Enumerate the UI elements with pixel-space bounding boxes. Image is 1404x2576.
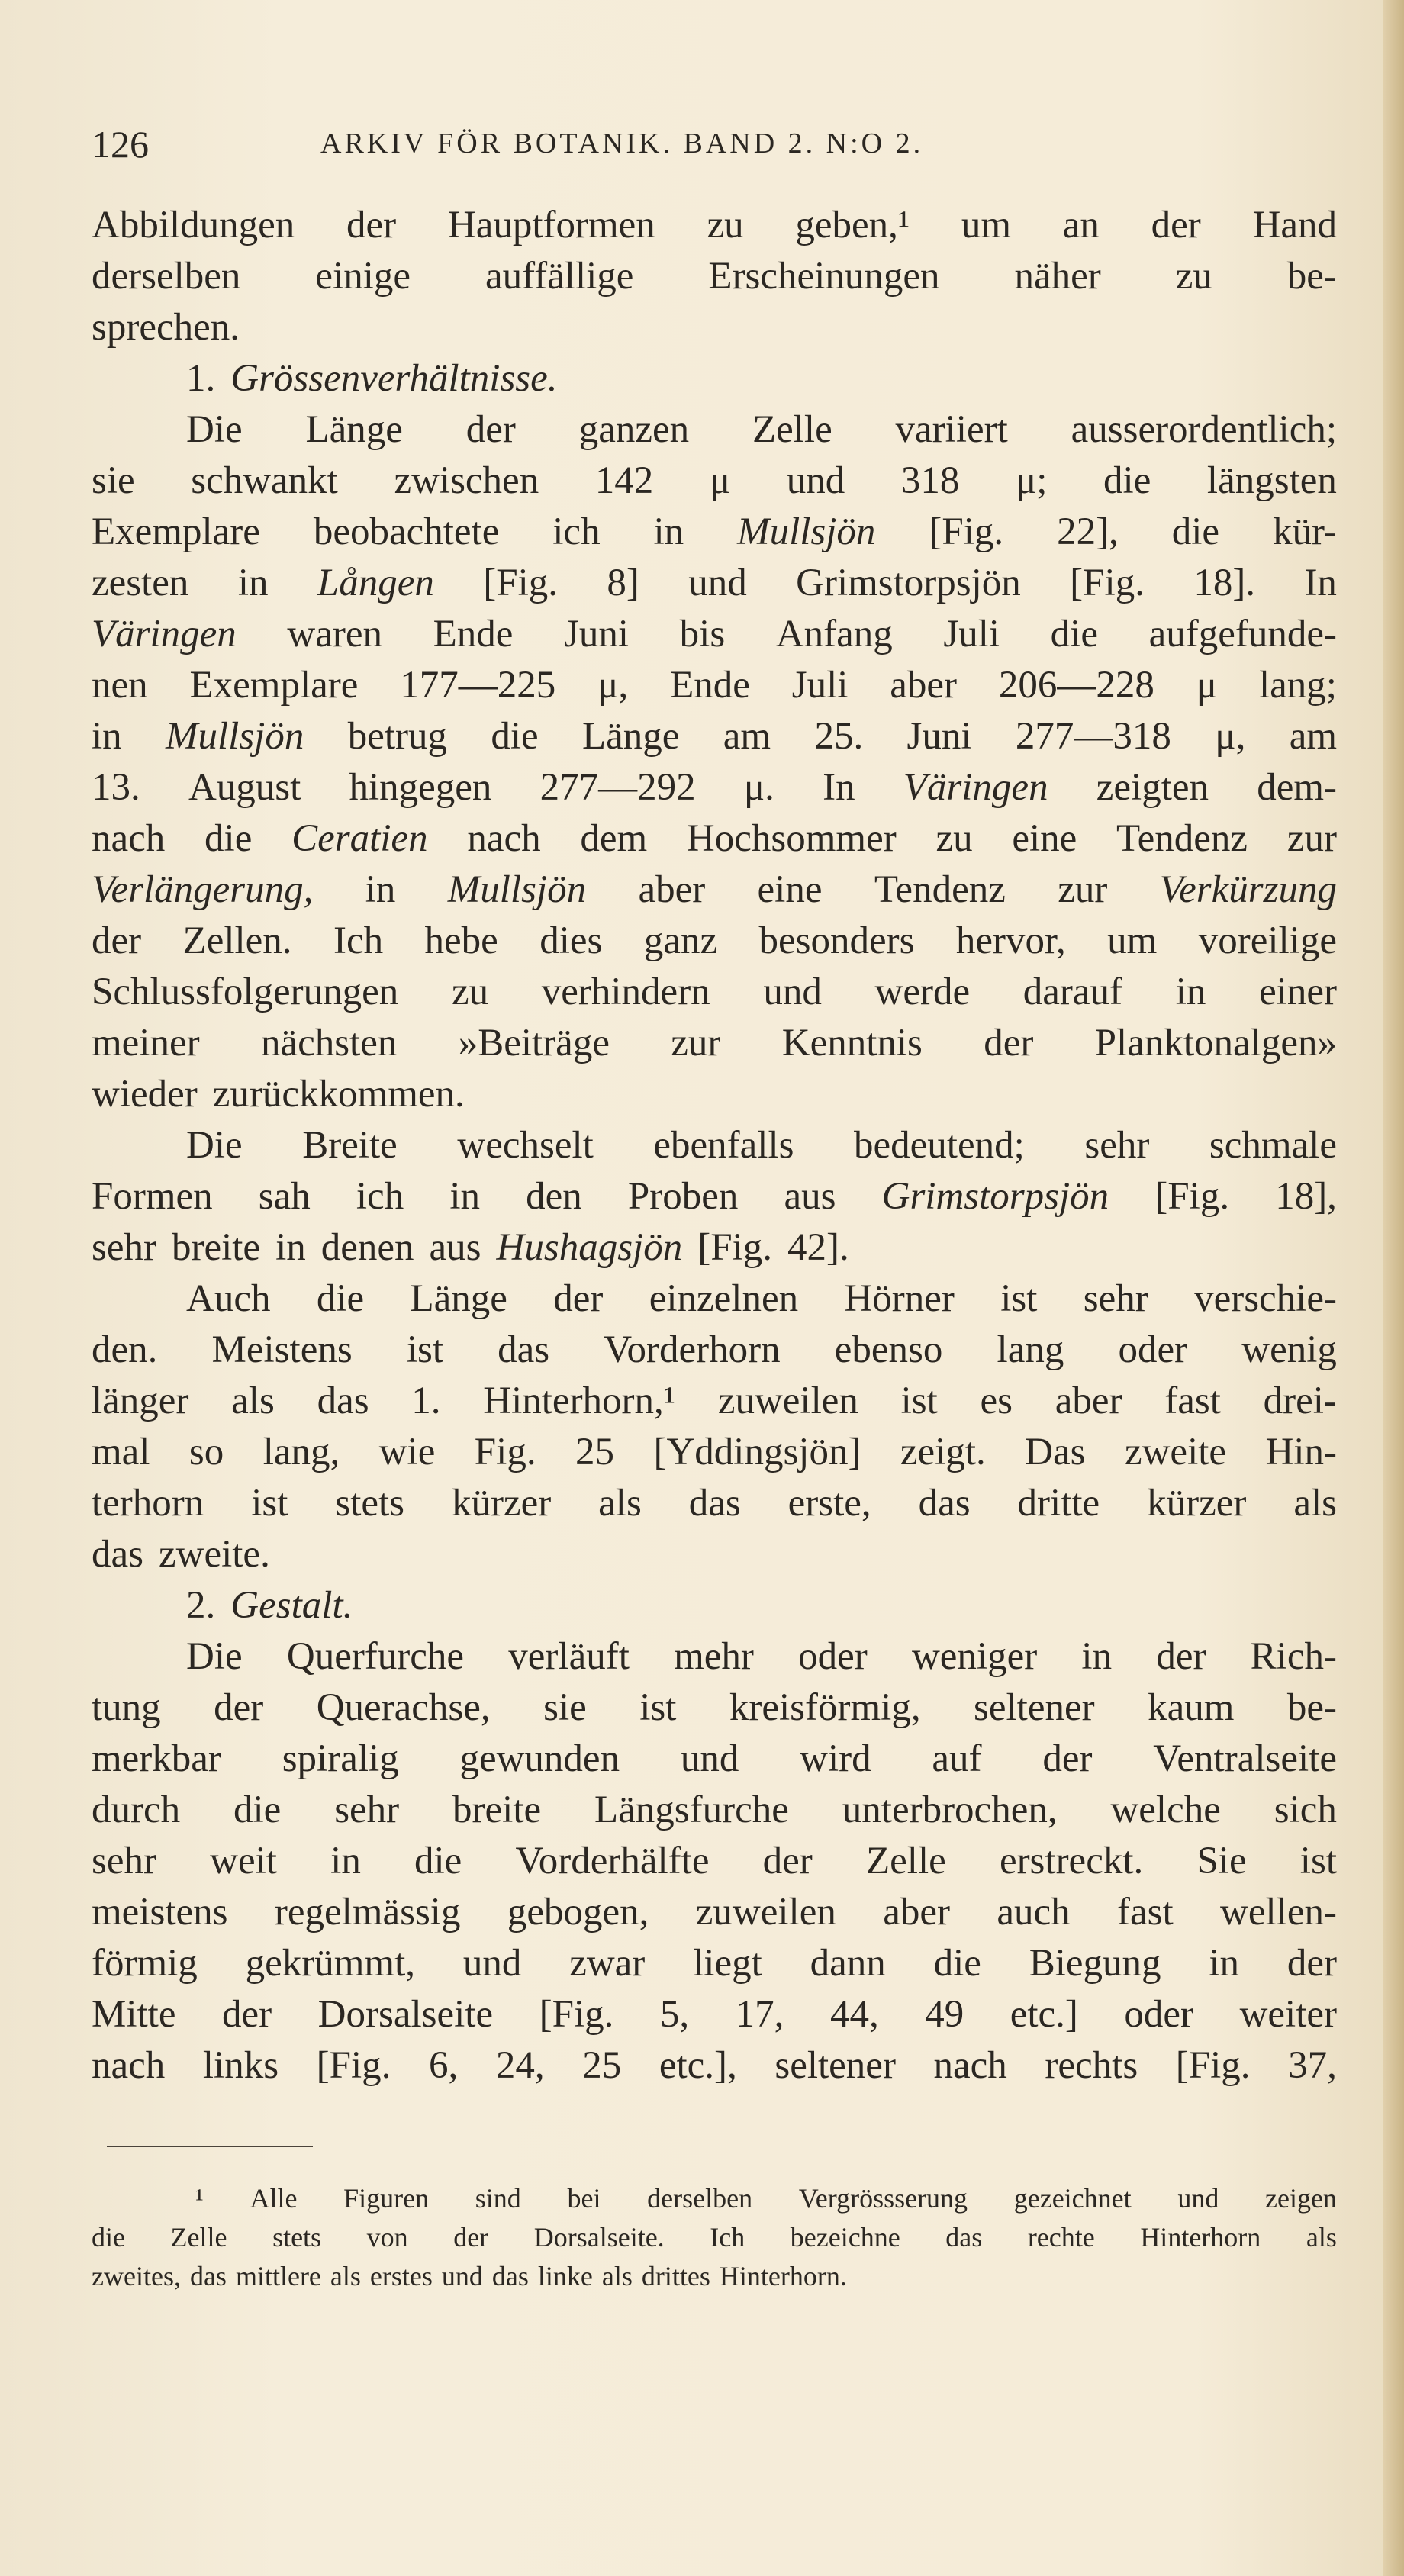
text-line: nen Exemplare 177—225 μ, Ende Juli aber 206—228 μ lang; [92, 664, 1337, 707]
text-line: terhorn ist stets kürzer als das erste, das dritte kürzer als [92, 1482, 1337, 1525]
text-line: meiner nächsten »Beiträge zur Kenntnis der Planktonalgen» [92, 1022, 1337, 1064]
text-line: sprechen. [92, 306, 240, 349]
footnote-line: die Zelle stets von der Dorsalseite. Ich bezeichne das rechte Hinterhorn als [92, 2222, 1337, 2252]
text-line: Exemplare beobachtete ich in Mullsjön [Fig. 22], die kür- [92, 510, 1337, 553]
text-line: Abbildungen der Hauptformen zu geben,¹ um an der Hand [92, 204, 1337, 246]
text-line: Die Querfurche verläuft mehr oder weniger in der Rich- [186, 1635, 1337, 1678]
text-line: tung der Querachse, sie ist kreisförmig, seltener kaum be- [92, 1686, 1337, 1729]
text-line: nach links [Fig. 6, 24, 25 etc.], seltener nach rechts [Fig. 37, [92, 2044, 1337, 2087]
text-line: sie schwankt zwischen 142 μ und 318 μ; die längsten [92, 459, 1337, 502]
text-line: sehr breite in denen aus Hushagsjön [Fig. 42]. [92, 1226, 849, 1269]
text-line: Verlängerung, in Mullsjön aber eine Tendenz zur Verkürzung [92, 868, 1337, 911]
page-header [92, 122, 1343, 168]
footnote-line: zweites, das mittlere als erstes und das linke als drittes Hinterhorn. [92, 2261, 847, 2291]
running-title: ARKIV FÖR BOTANIK. BAND 2. N:O 2. [320, 127, 924, 159]
text-line: 13. August hingegen 277—292 μ. In Väringen zeigten dem- [92, 766, 1337, 809]
text-line: der Zellen. Ich hebe dies ganz besonders hervor, um voreilige [92, 919, 1337, 962]
text-line: meistens regelmässig gebogen, zuweilen aber auch fast wellen- [92, 1891, 1337, 1934]
text-line: zesten in Lången [Fig. 8] und Grimstorpsjön [Fig. 18]. In [92, 562, 1337, 604]
text-line: nach die Ceratien nach dem Hochsommer zu eine Tendenz zur [92, 817, 1337, 860]
text-line: länger als das 1. Hinterhorn,¹ zuweilen ist es aber fast drei- [92, 1380, 1337, 1422]
text-line: Schlussfolgerungen zu verhindern und werde darauf in einer [92, 971, 1337, 1013]
text-line: in Mullsjön betrug die Länge am 25. Juni 277—318 μ, am [92, 715, 1337, 758]
text-line: Väringen waren Ende Juni bis Anfang Juli die aufgefunde- [92, 613, 1337, 655]
text-line: Auch die Länge der einzelnen Hörner ist sehr verschie- [186, 1277, 1337, 1320]
text-line: Die Breite wechselt ebenfalls bedeutend; sehr schmale [186, 1124, 1337, 1167]
text-line: den. Meistens ist das Vorderhorn ebenso lang oder wenig [92, 1328, 1337, 1371]
text-line: wieder zurückkommen. [92, 1073, 465, 1116]
footnote-separator [107, 2146, 313, 2147]
footnote-line: ¹ Alle Figuren sind bei derselben Vergrössserung gezeichnet und zeigen [195, 2183, 1337, 2214]
page-number: 126 [92, 123, 149, 166]
text-line: Formen sah ich in den Proben aus Grimstorpsjön [Fig. 18], [92, 1175, 1337, 1218]
text-line: 1. Grössenverhältnisse. [186, 357, 558, 400]
text-line: Mitte der Dorsalseite [Fig. 5, 17, 44, 49 etc.] oder weiter [92, 1993, 1337, 2036]
text-line: sehr weit in die Vorderhälfte der Zelle erstreckt. Sie ist [92, 1840, 1337, 1882]
text-line: merkbar spiralig gewunden und wird auf der Ventralseite [92, 1737, 1337, 1780]
text-line: förmig gekrümmt, und zwar liegt dann die Biegung in der [92, 1942, 1337, 1985]
page-edge-shadow [1383, 0, 1404, 2576]
text-line: durch die sehr breite Längsfurche unterbrochen, welche sich [92, 1789, 1337, 1831]
footnote [92, 2179, 1337, 2296]
text-line: Die Länge der ganzen Zelle variiert ausserordentlich; [186, 408, 1337, 451]
body-text [92, 200, 1337, 2091]
text-line: mal so lang, wie Fig. 25 [Yddingsjön] zeigt. Das zweite Hin- [92, 1431, 1337, 1473]
text-line: das zweite. [92, 1533, 270, 1576]
text-line: 2. Gestalt. [186, 1584, 353, 1627]
text-line: derselben einige auffällige Erscheinungen näher zu be- [92, 255, 1337, 298]
